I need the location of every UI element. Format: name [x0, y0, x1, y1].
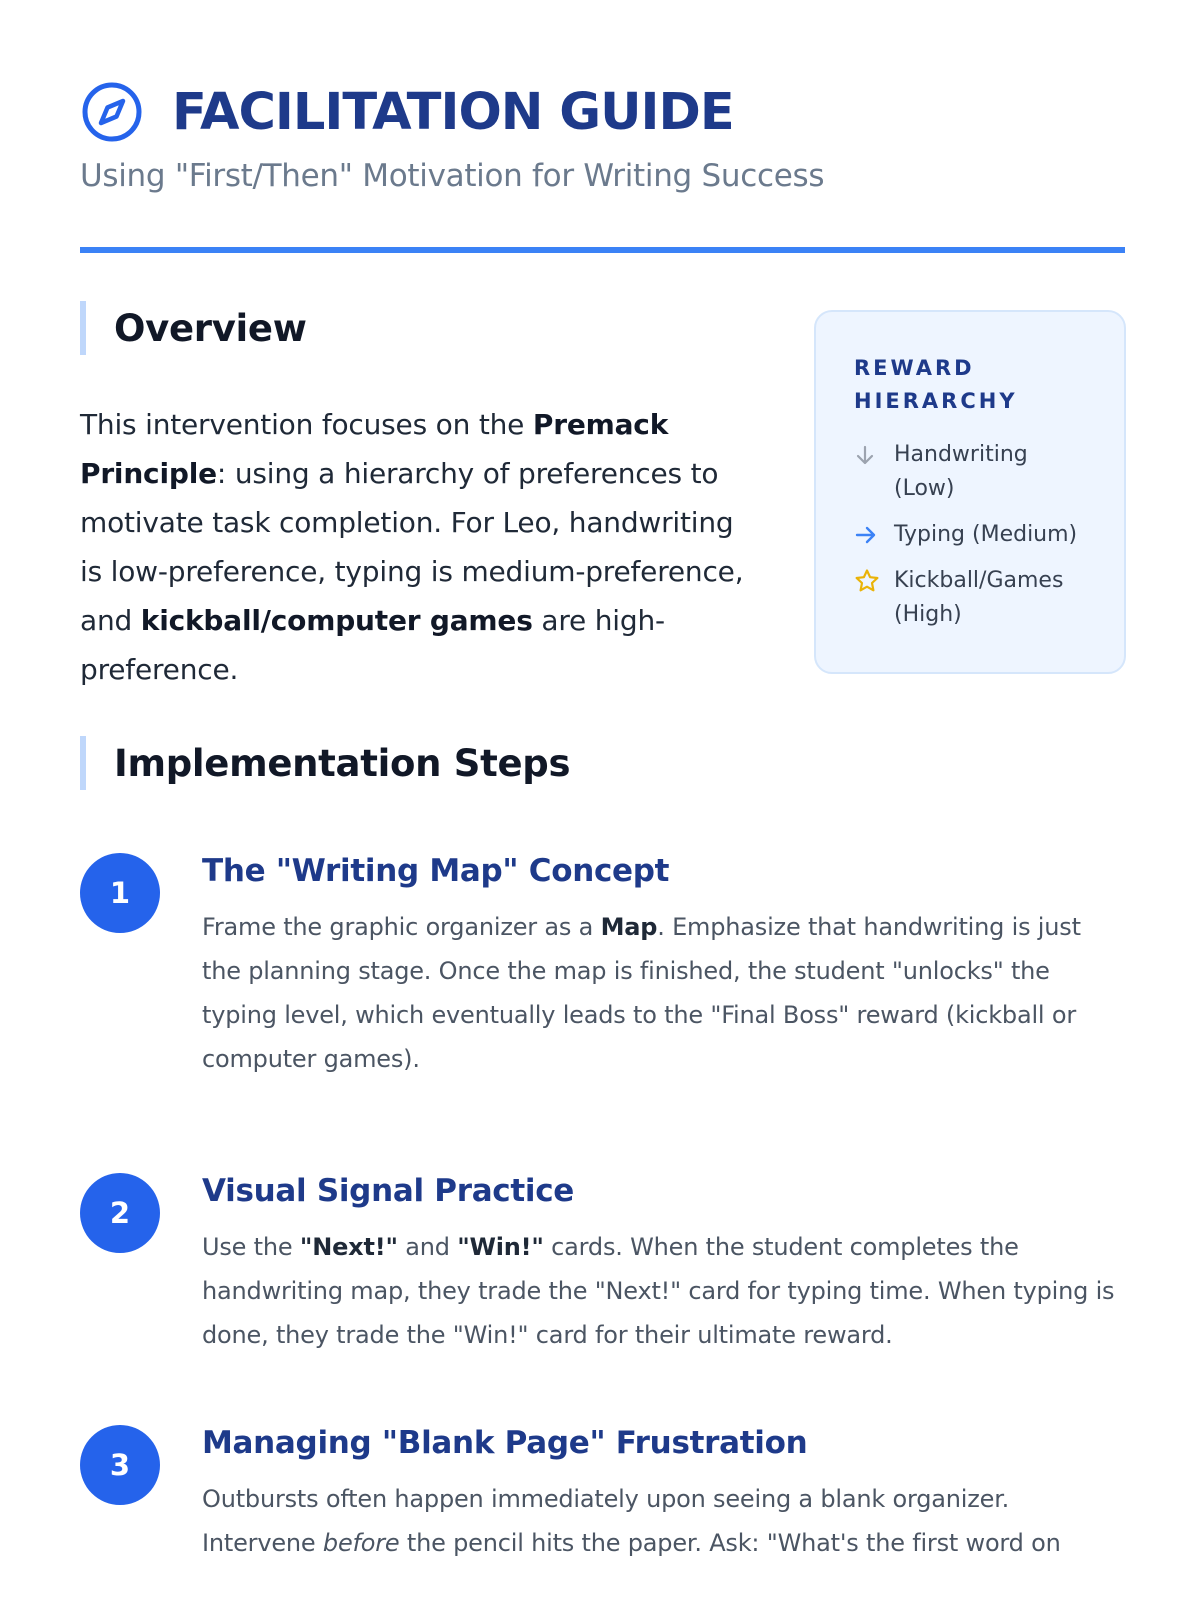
- overview-text-1: This intervention focuses on the: [80, 408, 533, 441]
- step-text-part: the pencil hits the paper. Ask: "What's the first word on: [399, 1529, 1061, 1557]
- premack-principle: Premack Principle: [80, 408, 669, 490]
- implementation-heading-text: Implementation Steps: [114, 741, 571, 785]
- step-3: [80, 1425, 1125, 1600]
- step-body: [202, 1173, 1125, 1357]
- step-text-bold: "Win!": [457, 1233, 544, 1261]
- step-2: [80, 1173, 1125, 1373]
- page-title: FACILITATION GUIDE: [172, 82, 734, 142]
- reward-item-label: Typing (Medium): [894, 522, 1078, 547]
- compass-icon: [80, 80, 144, 144]
- step-number-badge: 2: [80, 1173, 160, 1253]
- overview-text-2: : using a hierarchy of preferences to motivate task completion. For Leo, handwriting is low-preference, typing is medium-preference, and: [80, 457, 744, 637]
- step-1: [80, 853, 1125, 1093]
- overview-heading: [80, 301, 307, 355]
- step-text-part: Frame the graphic organizer as a: [202, 913, 601, 941]
- step-text-part: Outbursts often happen immediately upon seeing a blank organizer. Intervene: [202, 1485, 1010, 1557]
- reward-item-label: Kickball/Games (High): [894, 568, 1064, 627]
- step-text-part: and: [397, 1233, 458, 1261]
- step-title: Managing "Blank Page" Frustration: [202, 1425, 808, 1461]
- arrow-down-icon: [854, 438, 894, 472]
- header-divider: [80, 247, 1125, 253]
- reward-hierarchy-title: REWARD HIERARCHY: [854, 356, 1018, 413]
- step-text-part: cards. When the student completes the handwriting map, they trade the "Next!" card for typing time. When typing is done, they trade the "Win!" card for their ultimate reward.: [202, 1233, 1115, 1349]
- reward-item-games: [854, 564, 1086, 632]
- step-text-part: . Emphasize that handwriting is just the planning stage. Once the map is finished, the student "unlocks" the typing level, which eventually leads to the "Final Boss" reward (kickball or computer games).: [202, 913, 1081, 1073]
- overview-text-3: are high-preference.: [80, 604, 665, 686]
- step-description: [202, 905, 1125, 1081]
- reward-item-handwriting: [854, 438, 1086, 506]
- reward-list: [854, 438, 1086, 632]
- step-number-badge: 1: [80, 853, 160, 933]
- star-icon: [854, 564, 894, 598]
- step-text-part: Use the: [202, 1233, 300, 1261]
- step-title: Visual Signal Practice: [202, 1173, 575, 1209]
- overview-heading-text: Overview: [114, 306, 307, 350]
- high-preference-activities: kickball/computer games: [140, 604, 533, 637]
- arrow-right-icon: [854, 518, 894, 552]
- step-text-bold: Map: [600, 913, 658, 941]
- step-description: [202, 1477, 1125, 1565]
- reward-item-typing: [854, 518, 1086, 552]
- overview-paragraph: [80, 400, 760, 694]
- step-number-badge: 3: [80, 1425, 160, 1505]
- step-text-italic: before: [322, 1529, 400, 1557]
- page-subtitle: Using "First/Then" Motivation for Writing Success: [80, 158, 825, 194]
- reward-item-label: Handwriting (Low): [894, 442, 1028, 501]
- step-body: [202, 1425, 1125, 1565]
- step-title: The "Writing Map" Concept: [202, 853, 670, 889]
- step-text-bold: "Next!": [299, 1233, 398, 1261]
- reward-hierarchy-card: [814, 310, 1126, 674]
- step-description: [202, 1225, 1125, 1357]
- title-row: [80, 78, 1120, 146]
- step-body: [202, 853, 1125, 1081]
- page-header: [80, 78, 1120, 194]
- implementation-heading: [80, 736, 570, 790]
